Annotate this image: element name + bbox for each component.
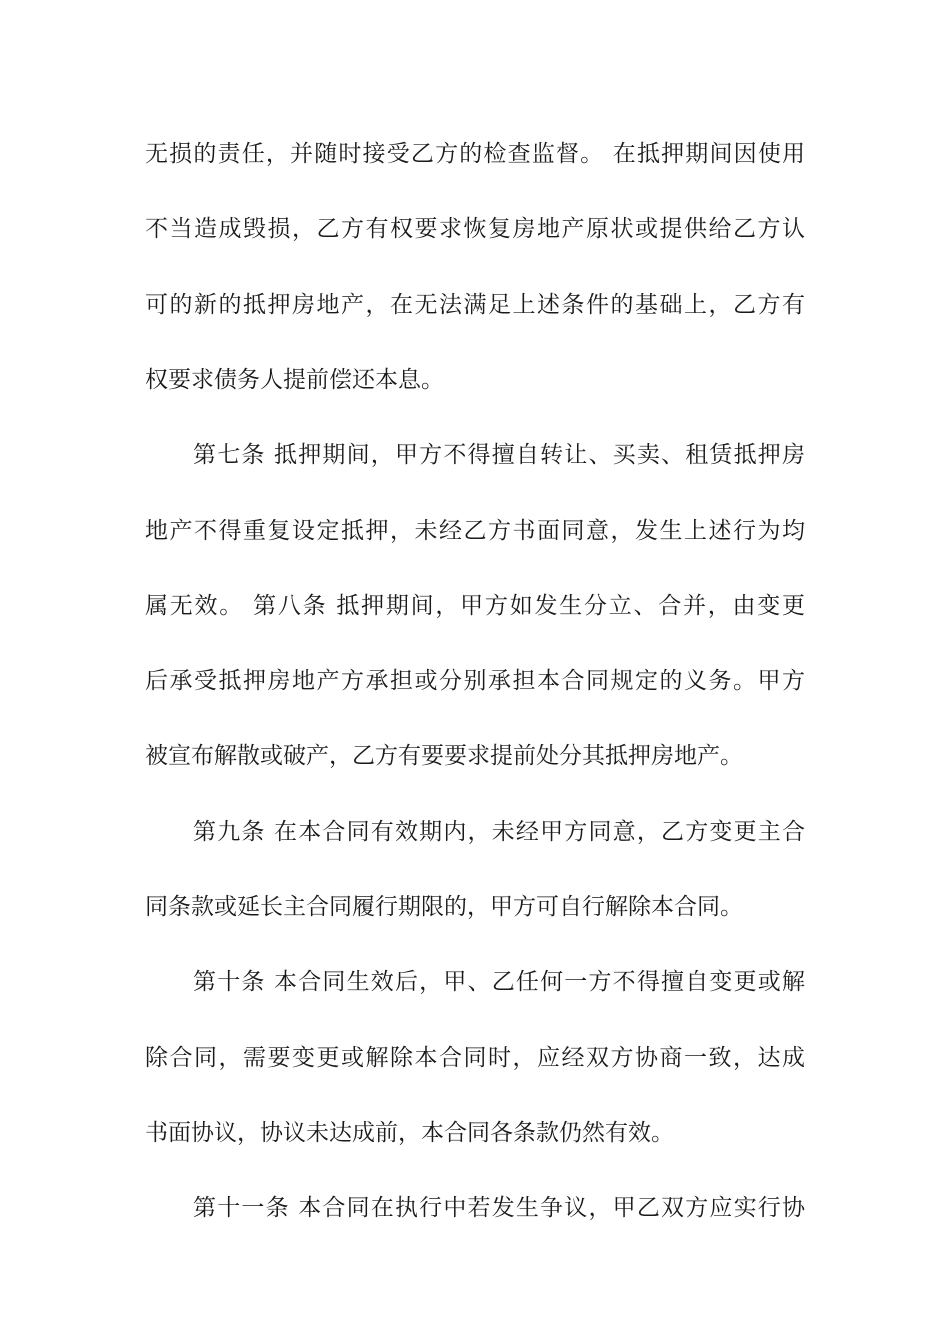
text-line-9: 被宣布解散或破产，乙方有要要求提前处分其抵押房地产。	[145, 743, 743, 770]
text-line-8: 后承受抵押房地产方承担或分别承担本合同规定的义务。甲方	[145, 668, 805, 695]
text-line-6: 地产不得重复设定抵押，未经乙方书面同意，发生上述行为均	[145, 517, 805, 544]
text-line-12: 第十条 本合同生效后，甲、乙任何一方不得擅自变更或解	[193, 969, 805, 996]
text-line-1: 无损的责任，并随时接受乙方的检查监督。 在抵押期间因使用	[145, 141, 805, 167]
text-line-15: 第十一条 本合同在执行中若发生争议，甲乙双方应实行协	[193, 1195, 805, 1222]
text-line-10: 第九条 在本合同有效期内，未经甲方同意，乙方变更主合	[193, 818, 805, 845]
text-line-13: 除合同，需要变更或解除本合同时，应经双方协商一致，达成	[145, 1044, 805, 1071]
text-line-5: 第七条 抵押期间，甲方不得擅自转让、买卖、租赁抵押房	[193, 442, 805, 469]
text-line-2: 不当造成毁损，乙方有权要求恢复房地产原状或提供给乙方认	[145, 216, 805, 243]
text-line-3: 可的新的抵押房地产，在无法满足上述条件的基础上，乙方有	[145, 291, 805, 318]
text-line-14: 书面协议，协议未达成前，本合同各条款仍然有效。	[145, 1119, 674, 1146]
text-line-7: 属无效。 第八条 抵押期间，甲方如发生分立、合并，由变更	[145, 592, 805, 619]
text-line-4: 权要求债务人提前偿还本息。	[145, 366, 444, 393]
text-line-11: 同条款或延长主合同履行期限的，甲方可自行解除本合同。	[145, 894, 743, 920]
